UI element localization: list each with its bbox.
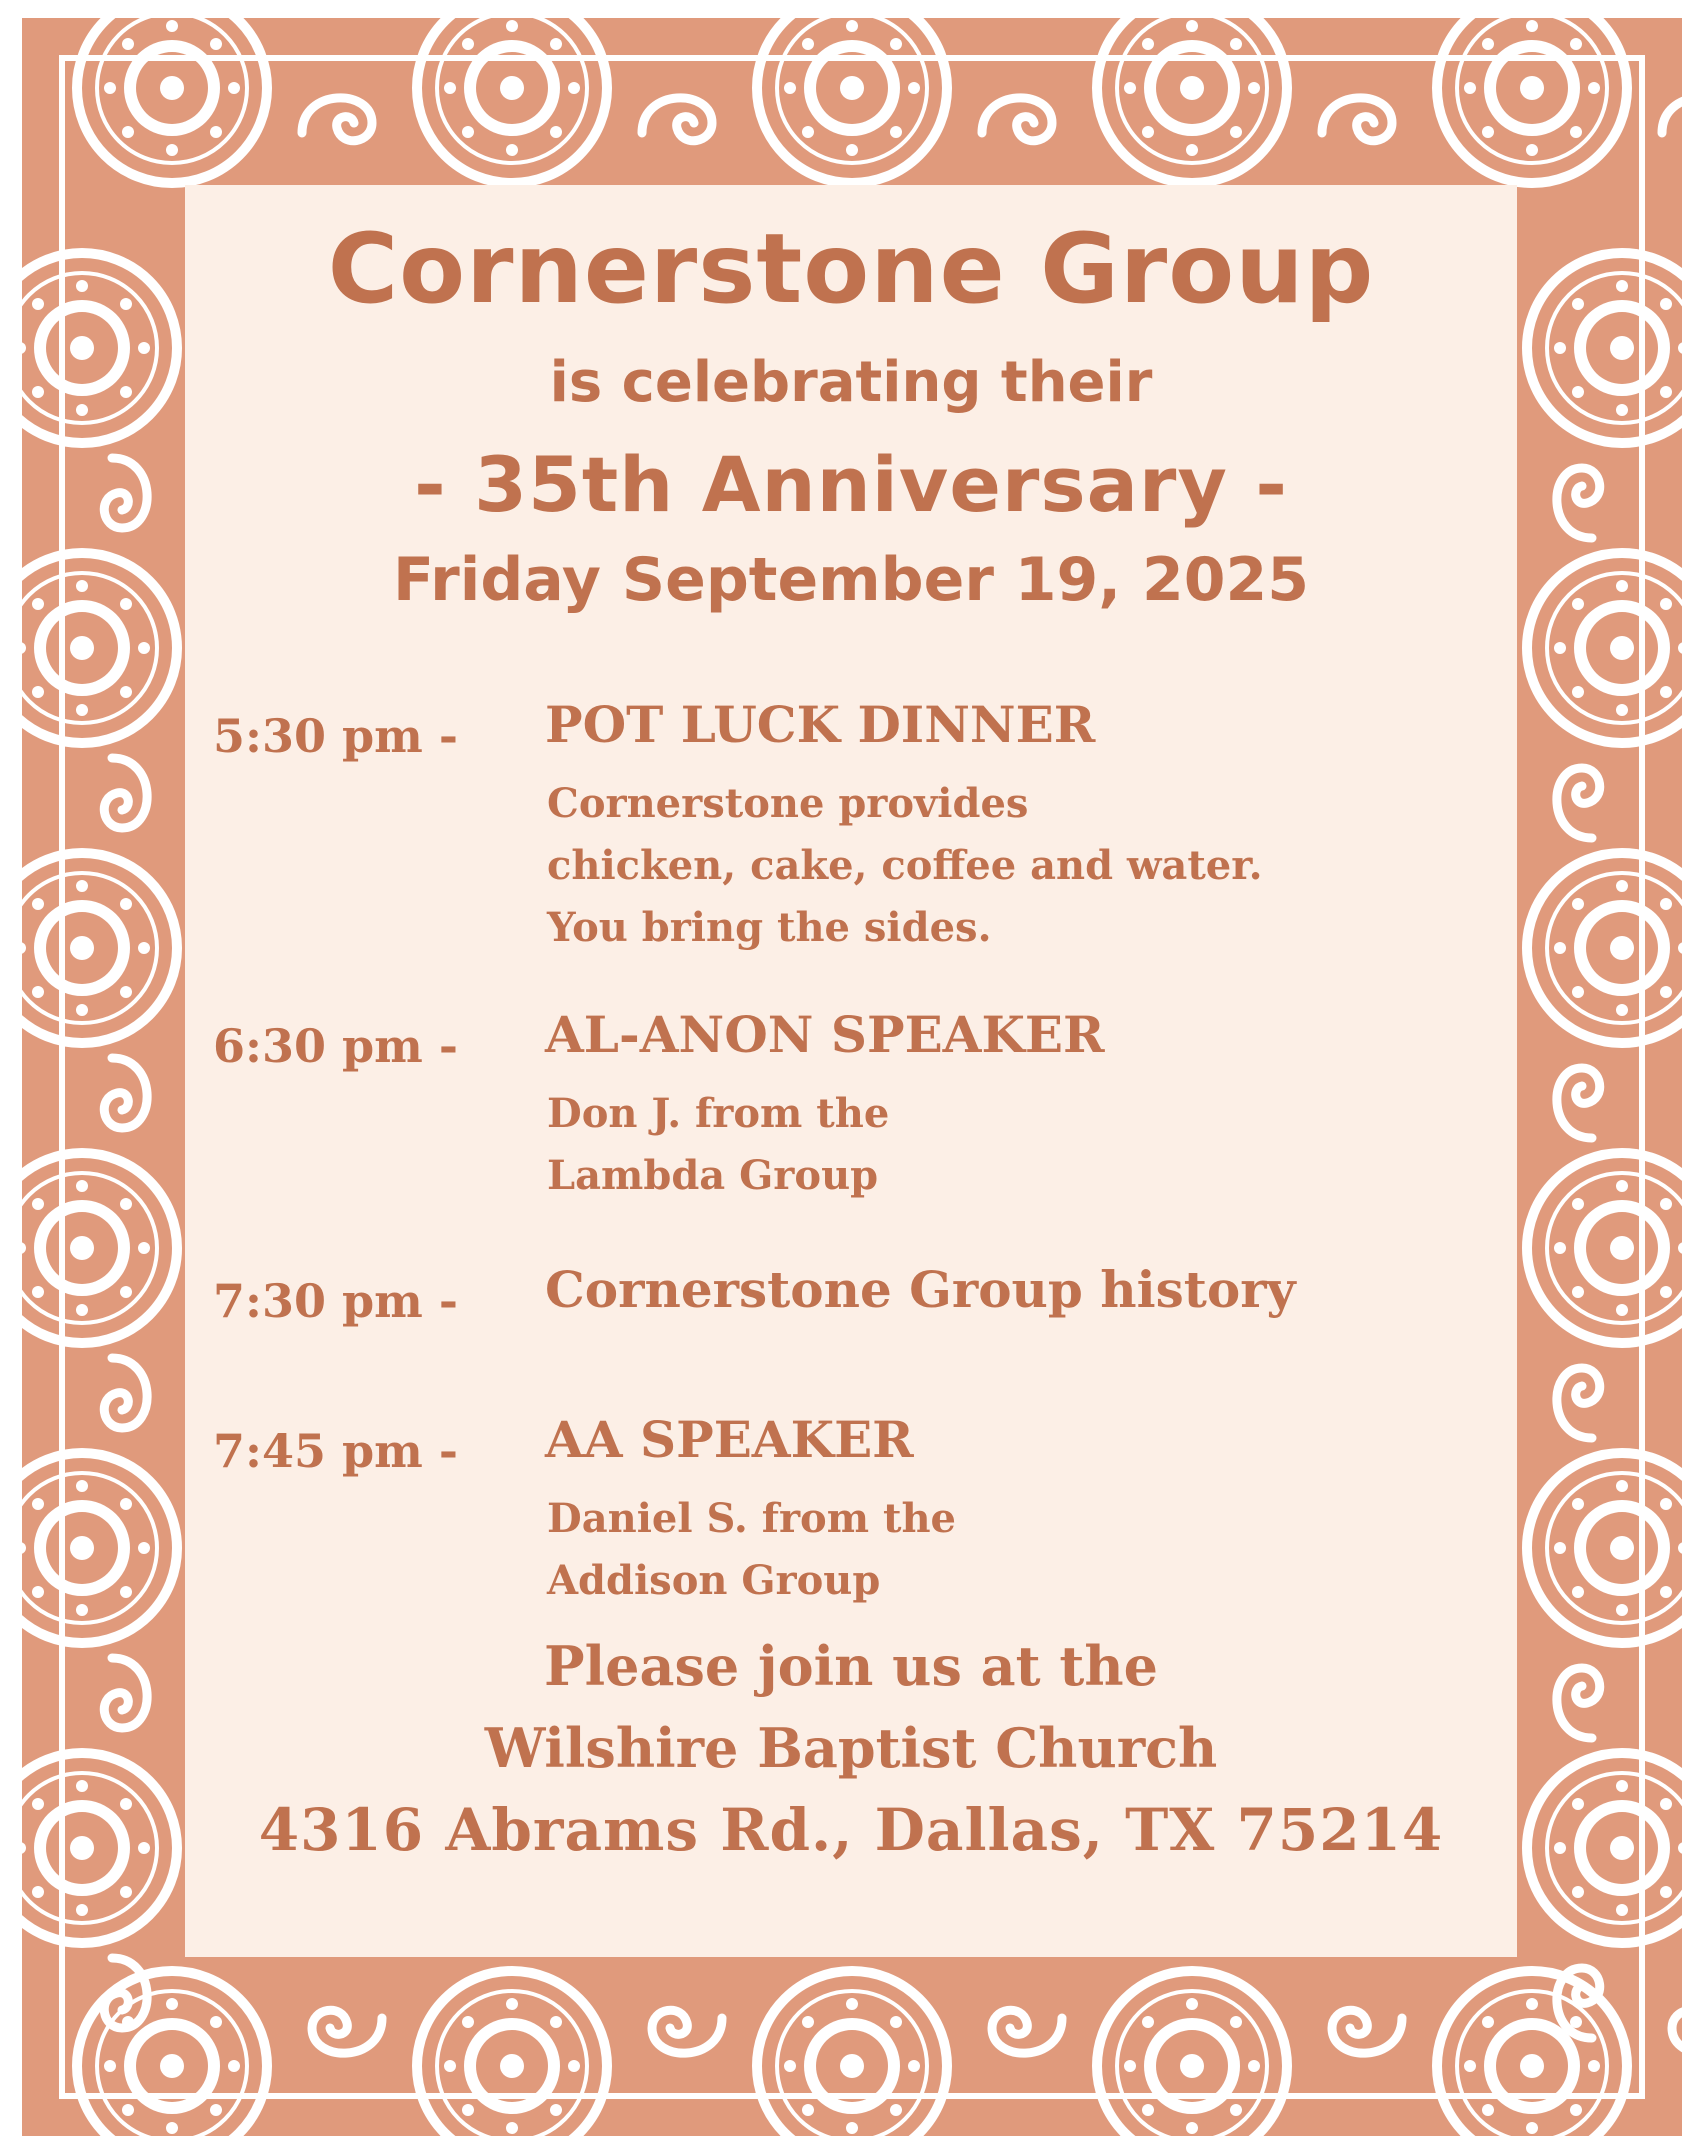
description-line: Cornerstone provides	[547, 780, 1029, 827]
announcement-panel	[185, 185, 1517, 1957]
anniversary-heading: - 35th Anniversary -	[414, 440, 1288, 529]
schedule-description	[547, 773, 1263, 959]
description-line: You bring the sides.	[547, 904, 992, 951]
description-line: Lambda Group	[547, 1152, 879, 1199]
schedule-time: 7:45 pm -	[213, 1424, 458, 1478]
venue-name: Wilshire Baptist Church	[484, 1716, 1218, 1780]
venue-info	[185, 1625, 1517, 1871]
description-line: Daniel S. from the	[547, 1495, 956, 1542]
description-line: chicken, cake, coffee and water.	[547, 842, 1263, 889]
schedule-title: Cornerstone Group history	[545, 1260, 1296, 1319]
schedule-description	[547, 1488, 956, 1612]
description-line: Addison Group	[547, 1557, 881, 1604]
schedule-title: POT LUCK DINNER	[545, 695, 1096, 754]
schedule-time: 6:30 pm -	[213, 1019, 458, 1073]
schedule-description	[547, 1083, 889, 1207]
schedule-time: 7:30 pm -	[213, 1274, 458, 1328]
schedule-time: 5:30 pm -	[213, 709, 458, 763]
schedule-title: AL-ANON SPEAKER	[545, 1005, 1105, 1064]
event-date: Friday September 19, 2025	[393, 545, 1309, 615]
description-line: Don J. from the	[547, 1090, 890, 1137]
invitation-line: Please join us at the	[544, 1634, 1158, 1698]
event-subtitle: is celebrating their	[549, 350, 1153, 415]
schedule-title: AA SPEAKER	[545, 1410, 914, 1469]
venue-address: 4316 Abrams Rd., Dallas, TX 75214	[258, 1796, 1444, 1864]
event-title: Cornerstone Group	[327, 213, 1375, 325]
